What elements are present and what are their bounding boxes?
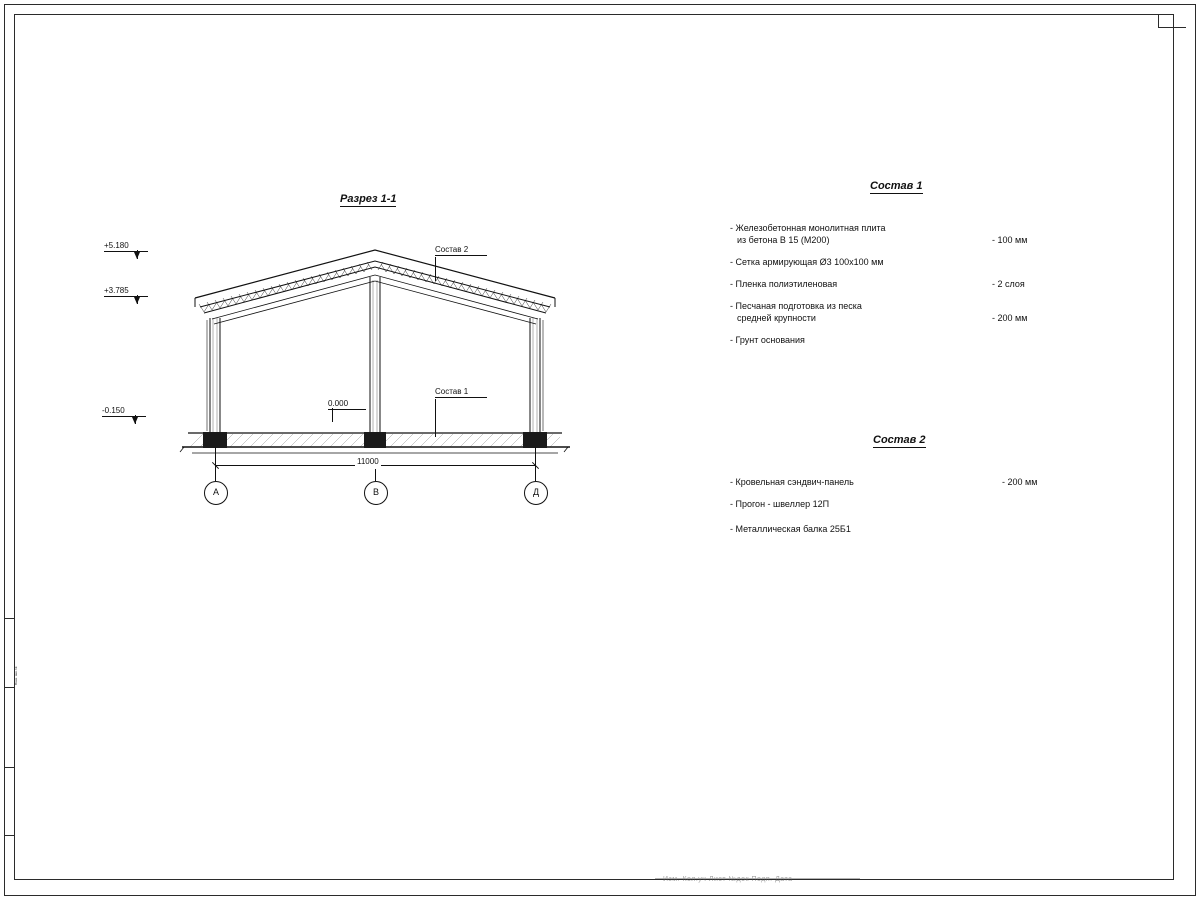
composition-1-row-name: - Железобетонная монолитная плита из бетона В 15 (М200) [730, 223, 886, 245]
composition-1-title: Состав 1 [870, 180, 923, 192]
axis-stem-d [535, 469, 536, 481]
level-rule-eave [104, 296, 148, 297]
composition-1-row-name: - Грунт основания [730, 335, 805, 345]
composition-1-row [730, 222, 1110, 246]
composition-2-row [730, 476, 1110, 488]
stamp-vertical-text: Взам. инв. № [14, 666, 18, 685]
stamp-divider-2 [4, 767, 14, 768]
roof-composition-callout-leader [435, 257, 436, 281]
level-stem-zero [332, 408, 333, 422]
dimension-value: 11000 [357, 457, 379, 466]
roof-composition-callout [435, 245, 487, 256]
level-arrow-base [132, 417, 138, 424]
level-rule-top [104, 251, 148, 252]
composition-1-row [730, 278, 1110, 290]
composition-2-row-value: - 200 мм [1002, 477, 1038, 487]
section-title: Разрез 1-1 [340, 193, 397, 205]
composition-2-row-name: - Металлическая балка 25Б1 [730, 524, 851, 534]
composition-1-row-name: - Сетка армирующая Ø3 100х100 мм [730, 257, 884, 267]
roof-composition-callout-label: Состав 2 [435, 245, 469, 254]
level-mark-eave [104, 286, 148, 297]
composition-2-row [730, 523, 1110, 535]
composition-1-row-value: - 2 слоя [992, 279, 1025, 289]
bottom-title-block-remnant [655, 876, 870, 886]
axis-bubble-d: Д [524, 481, 548, 505]
composition-2-row-name: - Прогон - швеллер 12П [730, 499, 830, 509]
composition-1-row-value: - 100 мм [992, 235, 1028, 245]
title-block-text: Изм. Кол.уч Лист №док Подп. Дата [663, 876, 793, 883]
level-mark-zero [328, 399, 366, 410]
floor-composition-callout-leader [435, 399, 436, 437]
level-value-base: -0.150 [102, 406, 125, 415]
floor-composition-callout-label: Состав 1 [435, 387, 469, 396]
composition-2-row-name: - Кровельная сэндвич-панель [730, 477, 854, 487]
level-rule-base [102, 416, 146, 417]
level-value-eave: +3.785 [104, 286, 129, 295]
axis-bubble-b: В [364, 481, 388, 505]
composition-1-row [730, 256, 1110, 268]
level-value-zero: 0.000 [328, 399, 349, 408]
composition-1-row-name: - Песчаная подготовка из песка средней крупности [730, 301, 862, 323]
floor-composition-callout [435, 387, 487, 398]
composition-1-row [730, 334, 1110, 346]
axis-stem-b [375, 469, 376, 481]
composition-2-row [730, 498, 1110, 510]
left-stamp-strip [4, 618, 18, 836]
composition-1-row-name: - Пленка полиэтиленовая [730, 279, 838, 289]
composition-1-row-value: - 200 мм [992, 313, 1028, 323]
axis-bubble-a: А [204, 481, 228, 505]
floor-composition-callout-rule [435, 397, 487, 398]
stamp-divider-1 [4, 687, 14, 688]
level-mark-base [102, 406, 146, 417]
level-arrow-top [134, 252, 140, 259]
roof-composition-callout-rule [435, 255, 487, 256]
level-rule-zero [328, 409, 366, 410]
composition-1-block [730, 176, 1110, 356]
axis-stem-a [215, 469, 216, 481]
composition-2-block [730, 430, 1110, 545]
section-drawing [100, 185, 620, 505]
level-arrow-eave [134, 297, 140, 304]
level-mark-top [104, 241, 148, 252]
sheet-corner-tab [1158, 14, 1186, 28]
level-value-top: +5.180 [104, 241, 129, 250]
composition-2-title: Состав 2 [873, 434, 926, 446]
composition-1-row [730, 300, 1110, 324]
